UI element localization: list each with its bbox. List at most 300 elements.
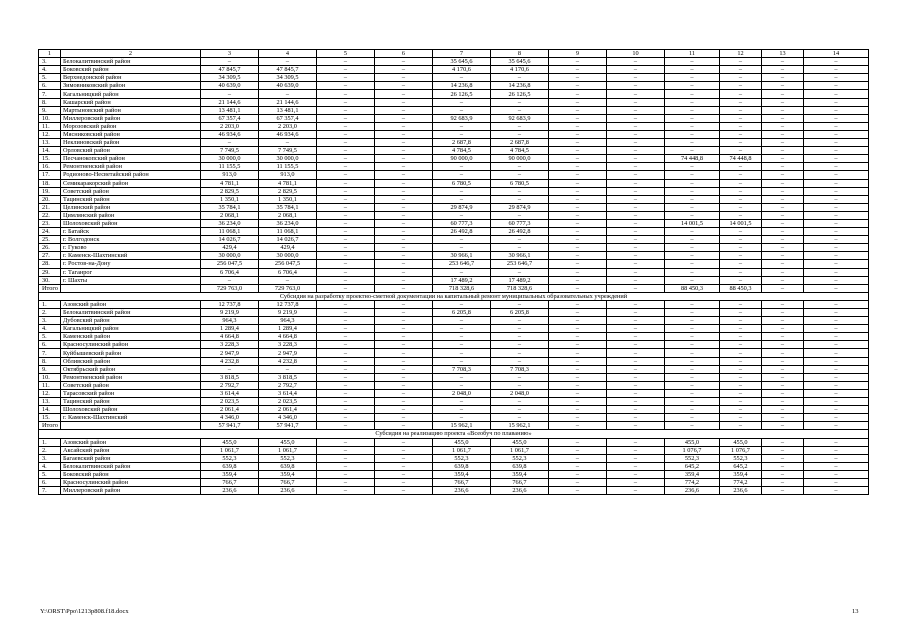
row-number: 9.: [39, 365, 61, 373]
value-cell: 30 966,1: [433, 252, 491, 260]
value-cell: 3 614,4: [259, 389, 317, 397]
table-row: [39, 74, 869, 82]
table-row: [39, 398, 869, 406]
table-row: [39, 309, 869, 317]
value-cell: –: [720, 106, 762, 114]
value-cell: –: [317, 171, 375, 179]
row-label: Родионово-Несветайский район: [61, 171, 201, 179]
table-row: [39, 268, 869, 276]
value-cell: –: [549, 228, 607, 236]
table-row: [39, 365, 869, 373]
value-cell: –: [762, 82, 804, 90]
value-cell: –: [607, 487, 665, 495]
value-cell: 1 061,7: [259, 446, 317, 454]
table-body: [39, 58, 869, 495]
table-row: [39, 122, 869, 130]
value-cell: –: [762, 74, 804, 82]
value-cell: 7 749,5: [259, 147, 317, 155]
value-cell: –: [720, 276, 762, 284]
value-cell: –: [317, 309, 375, 317]
value-cell: 47 845,7: [259, 66, 317, 74]
row-number: 11.: [39, 122, 61, 130]
value-cell: –: [762, 398, 804, 406]
value-cell: –: [720, 414, 762, 422]
value-cell: 4 784,5: [433, 147, 491, 155]
value-cell: 7 708,3: [433, 365, 491, 373]
value-cell: 2 023,5: [201, 398, 259, 406]
value-cell: –: [375, 470, 433, 478]
value-cell: –: [762, 66, 804, 74]
value-cell: –: [375, 122, 433, 130]
value-cell: –: [665, 147, 720, 155]
value-cell: –: [607, 90, 665, 98]
value-cell: –: [665, 122, 720, 130]
value-cell: –: [720, 74, 762, 82]
value-cell: –: [317, 228, 375, 236]
value-cell: –: [762, 317, 804, 325]
value-cell: –: [607, 414, 665, 422]
row-number: 4.: [39, 66, 61, 74]
value-cell: 3 228,3: [201, 341, 259, 349]
value-cell: –: [549, 341, 607, 349]
value-cell: –: [804, 478, 869, 486]
value-cell: –: [433, 106, 491, 114]
table-row: [39, 82, 869, 90]
value-cell: –: [375, 260, 433, 268]
value-cell: –: [375, 284, 433, 292]
row-number: 16.: [39, 163, 61, 171]
row-number: 5.: [39, 74, 61, 82]
row-label: Белокалитвинский район: [61, 309, 201, 317]
value-cell: –: [549, 268, 607, 276]
value-cell: 455,0: [433, 438, 491, 446]
value-cell: –: [762, 98, 804, 106]
value-cell: –: [720, 163, 762, 171]
value-cell: –: [317, 236, 375, 244]
value-cell: –: [607, 373, 665, 381]
value-cell: 256 047,5: [259, 260, 317, 268]
value-cell: –: [549, 236, 607, 244]
value-cell: –: [720, 98, 762, 106]
value-cell: –: [317, 438, 375, 446]
value-cell: –: [607, 300, 665, 308]
value-cell: 2 061,4: [259, 406, 317, 414]
value-cell: –: [491, 98, 549, 106]
value-cell: –: [317, 187, 375, 195]
table-row: [39, 414, 869, 422]
row-label: Тацинский район: [61, 398, 201, 406]
value-cell: 14 236,8: [491, 82, 549, 90]
value-cell: –: [762, 163, 804, 171]
value-cell: –: [491, 341, 549, 349]
row-number: 14.: [39, 147, 61, 155]
value-cell: 35 784,1: [259, 203, 317, 211]
value-cell: –: [607, 365, 665, 373]
value-cell: 6 780,5: [491, 179, 549, 187]
row-number: 17.: [39, 171, 61, 179]
value-cell: –: [720, 171, 762, 179]
header-cell: 9: [549, 50, 607, 58]
value-cell: –: [720, 333, 762, 341]
row-number: 10.: [39, 114, 61, 122]
value-cell: –: [665, 389, 720, 397]
value-cell: –: [491, 106, 549, 114]
value-cell: 1 061,7: [433, 446, 491, 454]
row-number: 6.: [39, 478, 61, 486]
value-cell: –: [762, 422, 804, 430]
row-label: Боковский район: [61, 66, 201, 74]
value-cell: 639,8: [201, 462, 259, 470]
value-cell: –: [804, 211, 869, 219]
row-label: Белокалитвинский район: [61, 462, 201, 470]
value-cell: –: [549, 260, 607, 268]
value-cell: –: [720, 349, 762, 357]
value-cell: –: [201, 365, 259, 373]
header-cell: 3: [201, 50, 259, 58]
table-row: [39, 487, 869, 495]
value-cell: –: [317, 381, 375, 389]
value-cell: –: [720, 341, 762, 349]
value-cell: –: [720, 228, 762, 236]
value-cell: –: [804, 398, 869, 406]
value-cell: –: [665, 82, 720, 90]
row-number: 7.: [39, 349, 61, 357]
value-cell: –: [762, 325, 804, 333]
value-cell: –: [607, 66, 665, 74]
table-row: [39, 276, 869, 284]
value-cell: –: [607, 236, 665, 244]
value-cell: 40 639,0: [201, 82, 259, 90]
table-row: [39, 389, 869, 397]
value-cell: –: [317, 422, 375, 430]
value-cell: –: [665, 406, 720, 414]
value-cell: 13 481,1: [259, 106, 317, 114]
row-number: 11.: [39, 381, 61, 389]
value-cell: 4 346,0: [259, 414, 317, 422]
value-cell: –: [804, 446, 869, 454]
value-cell: 46 934,6: [259, 130, 317, 138]
value-cell: –: [762, 106, 804, 114]
value-cell: 552,3: [433, 454, 491, 462]
header-cell: 2: [61, 50, 201, 58]
value-cell: 88 450,3: [665, 284, 720, 292]
value-cell: –: [762, 130, 804, 138]
value-cell: 90 000,0: [491, 155, 549, 163]
value-cell: –: [665, 414, 720, 422]
value-cell: 34 309,5: [201, 74, 259, 82]
value-cell: –: [665, 195, 720, 203]
value-cell: –: [804, 203, 869, 211]
row-number: 1.: [39, 438, 61, 446]
value-cell: –: [762, 90, 804, 98]
value-cell: –: [607, 139, 665, 147]
value-cell: –: [317, 349, 375, 357]
value-cell: –: [607, 130, 665, 138]
value-cell: –: [201, 58, 259, 66]
row-label: г. Волгодонск: [61, 236, 201, 244]
value-cell: 2 023,5: [259, 398, 317, 406]
value-cell: –: [762, 219, 804, 227]
row-label: Куйбышевский район: [61, 349, 201, 357]
value-cell: –: [665, 58, 720, 66]
row-label: Неклиновский район: [61, 139, 201, 147]
value-cell: –: [762, 139, 804, 147]
value-cell: –: [491, 163, 549, 171]
value-cell: –: [375, 389, 433, 397]
value-cell: –: [491, 333, 549, 341]
value-cell: –: [607, 260, 665, 268]
value-cell: 2 947,9: [259, 349, 317, 357]
value-cell: –: [665, 130, 720, 138]
value-cell: 3 614,4: [201, 389, 259, 397]
value-cell: –: [317, 454, 375, 462]
value-cell: –: [762, 187, 804, 195]
value-cell: –: [317, 98, 375, 106]
value-cell: 718 328,6: [433, 284, 491, 292]
value-cell: 4 232,8: [201, 357, 259, 365]
value-cell: –: [433, 74, 491, 82]
value-cell: –: [549, 438, 607, 446]
value-cell: 30 000,0: [201, 155, 259, 163]
value-cell: 1 350,1: [201, 195, 259, 203]
value-cell: 429,4: [259, 244, 317, 252]
value-cell: –: [317, 122, 375, 130]
value-cell: –: [375, 373, 433, 381]
table-row: [39, 406, 869, 414]
value-cell: –: [549, 414, 607, 422]
value-cell: 645,2: [720, 462, 762, 470]
value-cell: –: [259, 90, 317, 98]
value-cell: –: [665, 325, 720, 333]
table-row: [39, 317, 869, 325]
value-cell: 11 068,1: [259, 228, 317, 236]
value-cell: –: [762, 406, 804, 414]
value-cell: –: [720, 365, 762, 373]
header-cell: 11: [665, 50, 720, 58]
value-cell: –: [665, 66, 720, 74]
value-cell: –: [491, 171, 549, 179]
value-cell: –: [804, 139, 869, 147]
value-cell: –: [491, 349, 549, 357]
value-cell: –: [375, 82, 433, 90]
row-number: 5.: [39, 333, 61, 341]
header-cell: 14: [804, 50, 869, 58]
value-cell: –: [720, 300, 762, 308]
value-cell: –: [665, 139, 720, 147]
value-cell: –: [317, 244, 375, 252]
value-cell: –: [317, 268, 375, 276]
value-cell: –: [804, 487, 869, 495]
value-cell: –: [762, 171, 804, 179]
value-cell: –: [762, 309, 804, 317]
value-cell: 74 448,8: [665, 155, 720, 163]
row-number: 30.: [39, 276, 61, 284]
value-cell: –: [491, 130, 549, 138]
value-cell: –: [720, 317, 762, 325]
value-cell: –: [375, 179, 433, 187]
value-cell: –: [375, 147, 433, 155]
value-cell: 26 126,5: [491, 90, 549, 98]
value-cell: –: [433, 211, 491, 219]
row-number: 18.: [39, 179, 61, 187]
value-cell: –: [720, 381, 762, 389]
value-cell: 729 763,0: [259, 284, 317, 292]
value-cell: 90 000,0: [433, 155, 491, 163]
value-cell: 74 448,8: [720, 155, 762, 163]
value-cell: 2 829,5: [259, 187, 317, 195]
value-cell: 359,4: [201, 470, 259, 478]
value-cell: –: [804, 422, 869, 430]
value-cell: –: [804, 300, 869, 308]
row-number: 15.: [39, 155, 61, 163]
table-row: [39, 470, 869, 478]
value-cell: –: [375, 276, 433, 284]
value-cell: –: [607, 155, 665, 163]
value-cell: –: [491, 414, 549, 422]
value-cell: –: [491, 357, 549, 365]
value-cell: –: [317, 130, 375, 138]
value-cell: –: [549, 349, 607, 357]
value-cell: –: [804, 260, 869, 268]
row-label: Морозовский район: [61, 122, 201, 130]
table-row: [39, 438, 869, 446]
value-cell: –: [549, 487, 607, 495]
value-cell: –: [804, 236, 869, 244]
value-cell: 11 155,5: [201, 163, 259, 171]
value-cell: –: [762, 211, 804, 219]
value-cell: –: [607, 478, 665, 486]
value-cell: 236,6: [491, 487, 549, 495]
value-cell: –: [317, 106, 375, 114]
value-cell: –: [375, 211, 433, 219]
value-cell: 47 845,7: [201, 66, 259, 74]
value-cell: 236,6: [720, 487, 762, 495]
value-cell: –: [549, 373, 607, 381]
value-cell: –: [491, 195, 549, 203]
table-row: [39, 187, 869, 195]
value-cell: 14 026,7: [259, 236, 317, 244]
value-cell: –: [720, 252, 762, 260]
value-cell: –: [317, 139, 375, 147]
value-cell: –: [720, 211, 762, 219]
value-cell: –: [549, 98, 607, 106]
value-cell: –: [549, 187, 607, 195]
value-cell: –: [804, 414, 869, 422]
value-cell: –: [804, 74, 869, 82]
value-cell: 964,3: [201, 317, 259, 325]
value-cell: 21 144,6: [259, 98, 317, 106]
value-cell: –: [317, 333, 375, 341]
row-label: Семикаракорский район: [61, 179, 201, 187]
value-cell: –: [433, 187, 491, 195]
value-cell: –: [433, 414, 491, 422]
table-row: [39, 211, 869, 219]
value-cell: –: [665, 276, 720, 284]
value-cell: –: [375, 478, 433, 486]
value-cell: –: [804, 438, 869, 446]
value-cell: 17 489,2: [433, 276, 491, 284]
value-cell: 4 781,1: [259, 179, 317, 187]
value-cell: –: [375, 446, 433, 454]
row-label: Миллеровский район: [61, 487, 201, 495]
value-cell: 36 234,0: [201, 219, 259, 227]
table-row: [39, 478, 869, 486]
value-cell: –: [491, 244, 549, 252]
row-label: Миллеровский район: [61, 114, 201, 122]
value-cell: –: [607, 284, 665, 292]
row-number: 25.: [39, 236, 61, 244]
value-cell: 4 170,6: [433, 66, 491, 74]
value-cell: –: [549, 284, 607, 292]
value-cell: –: [762, 228, 804, 236]
value-cell: 766,7: [259, 478, 317, 486]
value-cell: –: [375, 300, 433, 308]
value-cell: –: [607, 357, 665, 365]
row-number: 7.: [39, 90, 61, 98]
row-number: 8.: [39, 98, 61, 106]
row-label: г. Батайск: [61, 228, 201, 236]
value-cell: –: [804, 317, 869, 325]
value-cell: 11 155,5: [259, 163, 317, 171]
value-cell: –: [720, 58, 762, 66]
row-label: Целинский район: [61, 203, 201, 211]
value-cell: –: [375, 414, 433, 422]
value-cell: –: [375, 309, 433, 317]
value-cell: 2 947,9: [201, 349, 259, 357]
value-cell: –: [375, 398, 433, 406]
value-cell: –: [762, 195, 804, 203]
value-cell: 26 492,8: [433, 228, 491, 236]
value-cell: 766,7: [201, 478, 259, 486]
table-row: [39, 325, 869, 333]
value-cell: –: [433, 171, 491, 179]
value-cell: –: [317, 341, 375, 349]
value-cell: 12 737,8: [259, 300, 317, 308]
value-cell: –: [201, 139, 259, 147]
value-cell: 6 205,8: [491, 309, 549, 317]
value-cell: –: [762, 438, 804, 446]
header-cell: 1: [39, 50, 61, 58]
row-label: г. Каменск-Шахтинский: [61, 252, 201, 260]
value-cell: 2 048,0: [491, 389, 549, 397]
value-cell: –: [665, 106, 720, 114]
value-cell: –: [607, 179, 665, 187]
value-cell: –: [433, 341, 491, 349]
row-label: Аксайский район: [61, 446, 201, 454]
value-cell: 1 061,7: [491, 446, 549, 454]
row-number: 19.: [39, 187, 61, 195]
row-label: Багаевский район: [61, 454, 201, 462]
value-cell: –: [607, 268, 665, 276]
value-cell: –: [317, 66, 375, 74]
value-cell: –: [804, 470, 869, 478]
row-label: Песчанокопский район: [61, 155, 201, 163]
value-cell: 359,4: [259, 470, 317, 478]
value-cell: –: [665, 90, 720, 98]
value-cell: –: [804, 114, 869, 122]
value-cell: 15 962,1: [491, 422, 549, 430]
row-number: 20.: [39, 195, 61, 203]
section-heading-row: [39, 430, 869, 438]
value-cell: 253 646,7: [491, 260, 549, 268]
value-cell: –: [720, 187, 762, 195]
value-cell: –: [317, 398, 375, 406]
value-cell: 3 818,5: [259, 373, 317, 381]
row-label: Обливский район: [61, 357, 201, 365]
row-number: 6.: [39, 341, 61, 349]
value-cell: 2 061,4: [201, 406, 259, 414]
value-cell: –: [433, 349, 491, 357]
